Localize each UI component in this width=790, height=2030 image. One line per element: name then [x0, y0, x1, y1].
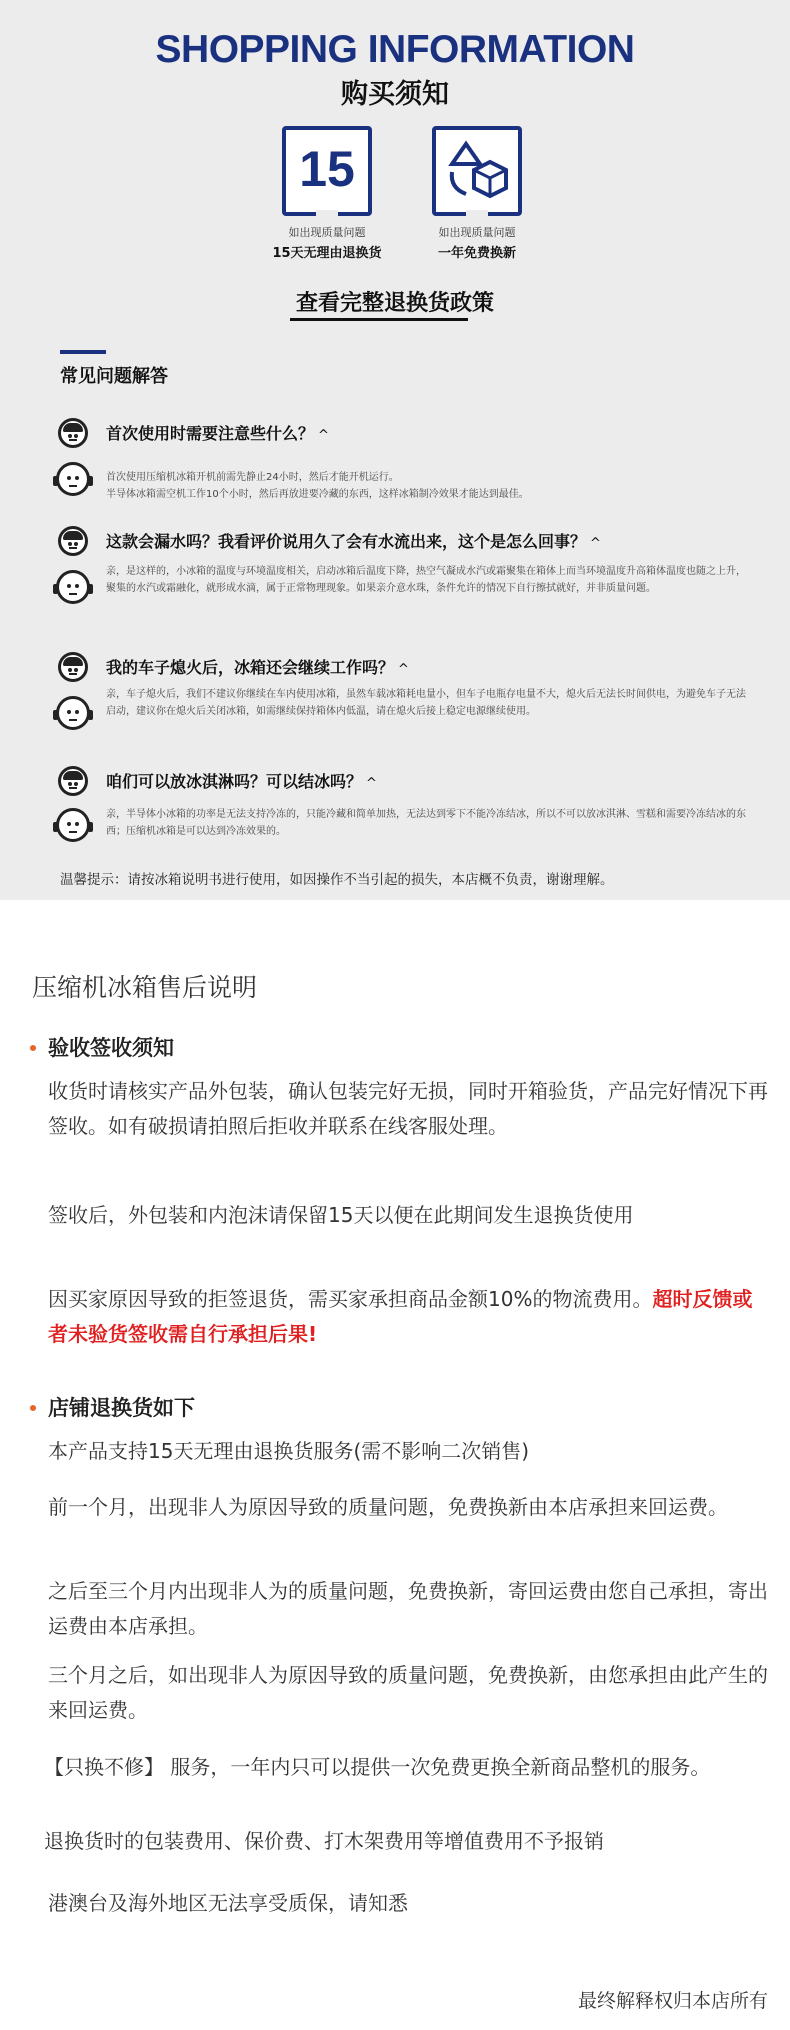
paragraph: 之后至三个月内出现非人为的质量问题，免费换新，寄回运费由您自己承担，寄出运费由本店承担。: [48, 1579, 768, 1638]
section-heading: 店铺退换货如下: [48, 1396, 195, 1420]
faq-question[interactable]: 我的车子熄火后，冰箱还会继续工作吗？ ^: [106, 658, 409, 677]
footer-note: 最终解释权归本店所有: [577, 1990, 768, 2012]
expand-caret-icon: ^: [590, 536, 601, 551]
faq-answer: 亲，半导体小冰箱的功率是无法支持冷冻的，只能冷藏和简单加热，无法达到零下不能冷冻结冰，所以不可以放冰淇淋、雪糕和需要冷冻结冰的东西；压缩机冰箱是可以达到冷冻效果的。: [106, 809, 746, 837]
paragraph: 三个月之后，如出现非人为原因导致的质量问题，免费换新，由您承担由此产生的来回运费。: [48, 1663, 768, 1722]
customer-icon: [58, 766, 88, 796]
shopping-info-section: [0, 0, 790, 900]
paragraph: 因买家原因导致的拒签退货，需买家承担商品金额10%的物流费用。超时反馈或者未验货签收需自行承担后果!: [48, 1287, 753, 1346]
after-sales-title: 压缩机冰箱售后说明: [32, 973, 258, 1002]
service-agent-icon: [56, 696, 90, 730]
service-agent-icon: [56, 808, 90, 842]
faq-question[interactable]: 咱们可以放冰淇淋吗？可以结冰吗？ ^: [106, 772, 377, 791]
faq-accent-bar: [60, 350, 106, 354]
warning-text: 超时反馈或者未验货签收需自行承担后果!: [48, 1287, 753, 1346]
warm-tip: 温馨提示：请按冰箱说明书进行使用，如因操作不当引起的损失，本店概不负责，谢谢理解。: [60, 872, 614, 888]
title-en: SHOPPING INFORMATION: [155, 28, 635, 71]
faq-question[interactable]: 这款会漏水吗？我看评价说用久了会有水流出来，这个是怎么回事？ ^: [106, 532, 601, 551]
paragraph: 【只换不修】 服务，一年内只可以提供一次免费更换全新商品整机的服务。: [44, 1755, 711, 1779]
badge-caption-strong: 15天无理由退换货: [272, 246, 382, 261]
return-policy-link[interactable]: 查看完整退换货政策: [295, 291, 494, 316]
customer-icon: [58, 526, 88, 556]
title-cn: 购买须知: [341, 79, 449, 110]
service-agent-icon: [56, 462, 90, 496]
badge-caption: 如出现质量问题: [288, 226, 366, 239]
faq-answer: 首次使用压缩机冰箱开机前需先静止24小时，然后才能开机运行。 半导体冰箱需空机工作10个小时，然后再放进要冷藏的东西，这样冰箱制冷效果才能达到最佳。: [106, 472, 529, 500]
paragraph: 退换货时的包装费用、保价费、打木架费用等增值费用不予报销: [44, 1829, 604, 1853]
policy-underline: [290, 318, 468, 321]
paragraph: 签收后，外包装和内泡沫请保留15天以便在此期间发生退换货使用: [48, 1203, 634, 1227]
paragraph: 港澳台及海外地区无法享受质保，请知悉: [48, 1891, 408, 1915]
badge-caption-strong: 一年免费换新: [437, 246, 516, 261]
paragraph: 本产品支持15天无理由退换货服务(需不影响二次销售): [48, 1439, 530, 1463]
faq-answer: 亲，是这样的，小冰箱的温度与环境温度相关，启动冰箱后温度下降，热空气凝成水汽或霜聚集在箱体上而当环境温度升高箱体温度也随之上升，聚集的水汽或霜融化，就形成水滴，属于正常物理现象。如果亲介意水珠，条件允许的情况下自行擦拭就好，并非质量问题。: [106, 566, 746, 594]
expand-caret-icon: ^: [366, 776, 377, 791]
fifteen-days-icon: [282, 126, 372, 216]
badge-caption: 如出现质量问题: [438, 226, 516, 239]
bullet-dot: [30, 1405, 36, 1411]
customer-icon: [58, 652, 88, 682]
faq-heading: 常见问题解答: [60, 366, 168, 387]
faq-question[interactable]: 首次使用时需要注意些什么？ ^: [106, 424, 329, 443]
customer-icon: [58, 418, 88, 448]
expand-caret-icon: ^: [318, 428, 329, 443]
faq-answer: 亲，车子熄火后，我们不建议你继续在车内使用冰箱，虽然车载冰箱耗电量小，但车子电瓶存电量不大，熄火后无法长时间供电，为避免车子无法启动，建议你在熄火后关闭冰箱，如需继续保持箱体内低温，请在熄火后接上稳定电源继续使用。: [106, 689, 746, 717]
badge-number: 15: [299, 141, 355, 197]
paragraph: 收货时请核实产品外包装，确认包装完好无损，同时开箱验货，产品完好情况下再签收。如有破损请拍照后拒收并联系在线客服处理。: [48, 1079, 768, 1138]
bullet-dot: [30, 1045, 36, 1051]
section-heading: 验收签收须知: [48, 1036, 174, 1060]
paragraph: 前一个月，出现非人为原因导致的质量问题，免费换新由本店承担来回运费。: [48, 1495, 728, 1519]
box-repair-icon: [432, 126, 522, 216]
expand-caret-icon: ^: [398, 662, 409, 677]
service-agent-icon: [56, 570, 90, 604]
